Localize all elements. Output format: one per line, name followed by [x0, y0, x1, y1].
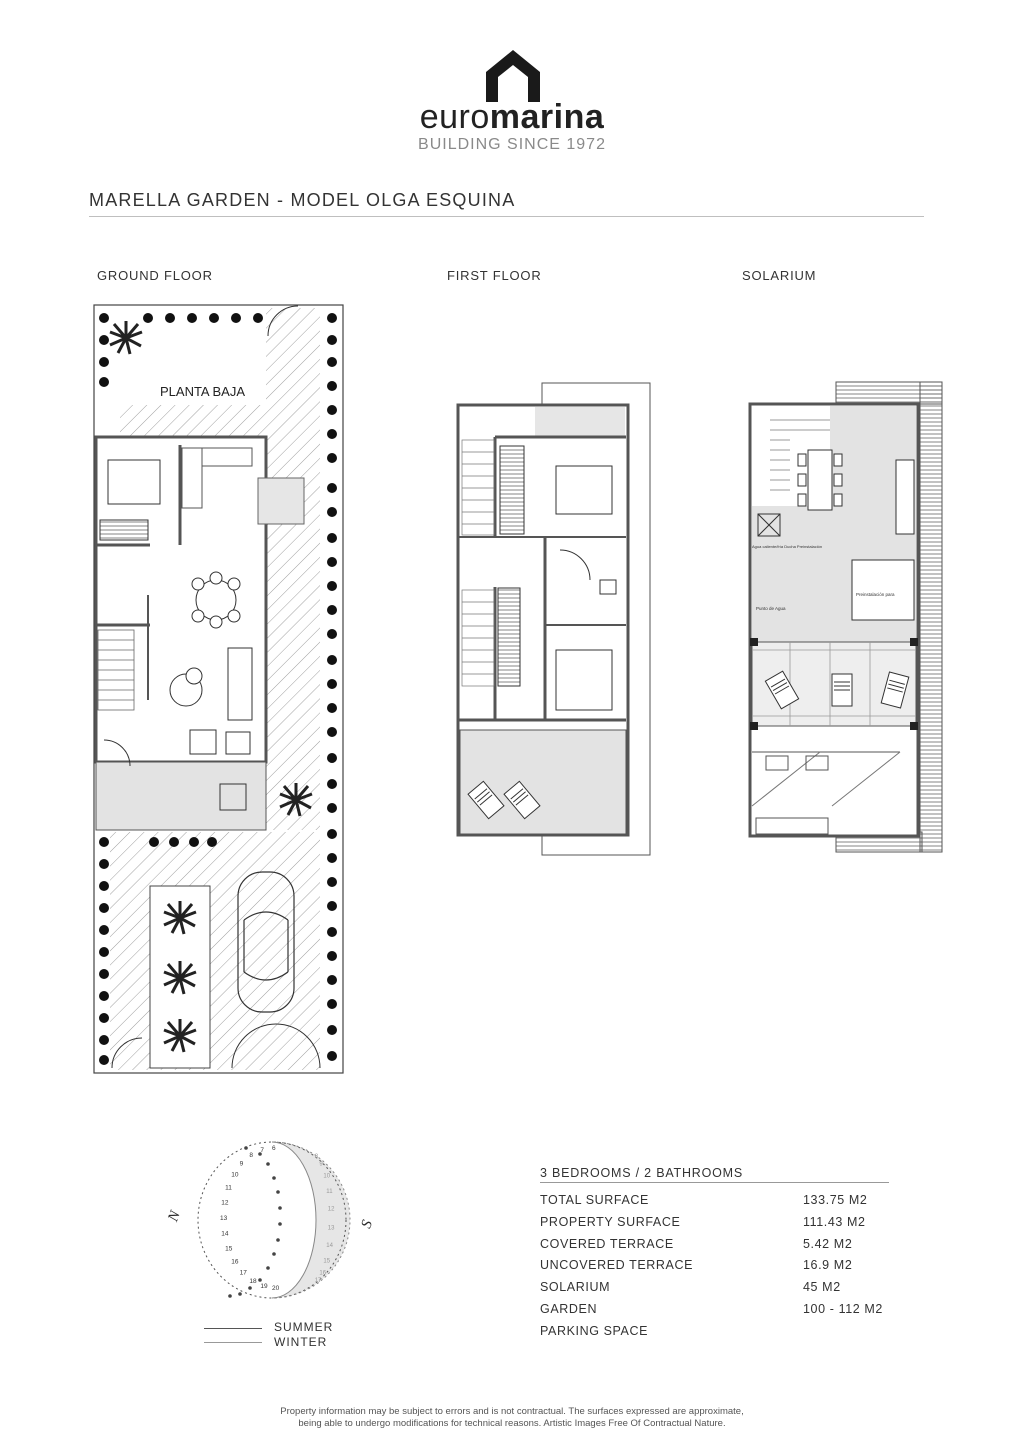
- winter-hour-label: 15: [323, 1258, 331, 1265]
- winter-hour-label: 11: [326, 1189, 333, 1195]
- specs-heading: 3 BEDROOMS / 2 BATHROOMS: [540, 1166, 744, 1180]
- spec-row: [540, 1280, 900, 1302]
- first-floor-plan: [458, 383, 650, 855]
- spec-value: 100 - 112 M2: [803, 1301, 883, 1316]
- winter-hour-label: 14: [326, 1243, 333, 1249]
- summer-hour-label: 14: [221, 1230, 229, 1238]
- summer-hour-label: 17: [239, 1269, 247, 1277]
- summer-hour-label: 9: [239, 1160, 244, 1168]
- spec-value: 45 M2: [803, 1280, 841, 1295]
- summer-hour-label: 15: [225, 1245, 233, 1253]
- brand-tagline: BUILDING SINCE 1972: [418, 136, 606, 153]
- summer-hour-label: 19: [260, 1283, 268, 1291]
- north-label: N: [165, 1208, 184, 1224]
- winter-hour-label: 13: [327, 1225, 335, 1232]
- south-label: S: [358, 1218, 377, 1231]
- winter-legend-line: [204, 1342, 262, 1343]
- summer-legend-line: [204, 1328, 262, 1329]
- winter-legend-label: WINTER: [274, 1335, 328, 1349]
- winter-hour-label: 17: [314, 1277, 322, 1284]
- spec-value: 133.75 M2: [803, 1193, 868, 1207]
- summer-hour-label: 7: [260, 1146, 265, 1154]
- summer-hour-label: 18: [249, 1278, 257, 1286]
- spec-row: [540, 1237, 900, 1259]
- spec-label: SOLARIUM: [540, 1280, 611, 1295]
- summer-legend-label: SUMMER: [274, 1320, 334, 1334]
- sun-hour-markers: [228, 1146, 282, 1298]
- spec-row: [540, 1324, 900, 1346]
- summer-hour-label: 8: [249, 1151, 254, 1159]
- spec-value: 5.42 M2: [803, 1236, 853, 1251]
- disclaimer-line-1: Property information may be subject to errors and is not contractual. The surfaces expressed are approximate,: [280, 1406, 744, 1417]
- brand-name-light: euro: [419, 98, 490, 136]
- summer-hour-label: 12: [221, 1199, 229, 1207]
- spec-row: [540, 1302, 900, 1324]
- spec-value: 16.9 M2: [803, 1258, 853, 1273]
- first-floor-label: FIRST FLOOR: [447, 268, 542, 283]
- brand-name-bold: marina: [489, 98, 605, 136]
- spec-row: [540, 1258, 900, 1280]
- page-title: MARELLA GARDEN - MODEL OLGA ESQUINA: [89, 190, 516, 210]
- winter-hour-label: 12: [327, 1206, 335, 1213]
- solarium-shower-note: Agua caliente/fría Ducha Preinstalación: [752, 544, 823, 549]
- winter-hour-label: 9: [319, 1161, 323, 1168]
- spec-label: GARDEN: [540, 1301, 598, 1316]
- summer-hour-label: 13: [220, 1215, 228, 1222]
- summer-hour-label: 16: [231, 1258, 239, 1266]
- solarium-preinstall-note: Preinstalación para: [856, 592, 895, 597]
- spec-label: PARKING SPACE: [540, 1323, 649, 1338]
- spec-label: PROPERTY SURFACE: [540, 1214, 681, 1229]
- summer-hour-label: 11: [225, 1184, 232, 1192]
- disclaimer: [0, 1406, 1024, 1430]
- summer-hour-label: 10: [231, 1171, 239, 1179]
- disclaimer-line-2: being able to undergo modifications for technical reasons. Artistic Images Free Of Contractual Nature.: [298, 1418, 726, 1429]
- solarium-plan: [750, 382, 942, 852]
- specs-divider: [540, 1182, 889, 1183]
- spec-label: TOTAL SURFACE: [540, 1193, 649, 1207]
- spec-value: 111.43 M2: [803, 1214, 866, 1229]
- ground-floor-label: GROUND FLOOR: [97, 268, 213, 283]
- spec-label: COVERED TERRACE: [540, 1236, 674, 1251]
- spec-row: [540, 1215, 900, 1237]
- winter-hour-label: 10: [323, 1173, 331, 1180]
- spec-row: [540, 1193, 900, 1215]
- spec-label: UNCOVERED TERRACE: [540, 1258, 694, 1273]
- specs-table: [540, 1193, 900, 1346]
- sun-path-diagram: [160, 1128, 390, 1318]
- solarium-label: SOLARIUM: [742, 268, 817, 283]
- winter-hour-label: 16: [319, 1270, 327, 1277]
- summer-hour-label: 20: [272, 1285, 280, 1292]
- winter-hour-label: 8: [314, 1154, 319, 1161]
- ground-inner-label: PLANTA BAJA: [160, 384, 246, 399]
- summer-hour-label: 6: [272, 1145, 276, 1152]
- ground-floor-plan: [94, 305, 343, 1073]
- solarium-water-point-note: Punto de Agua: [756, 606, 786, 611]
